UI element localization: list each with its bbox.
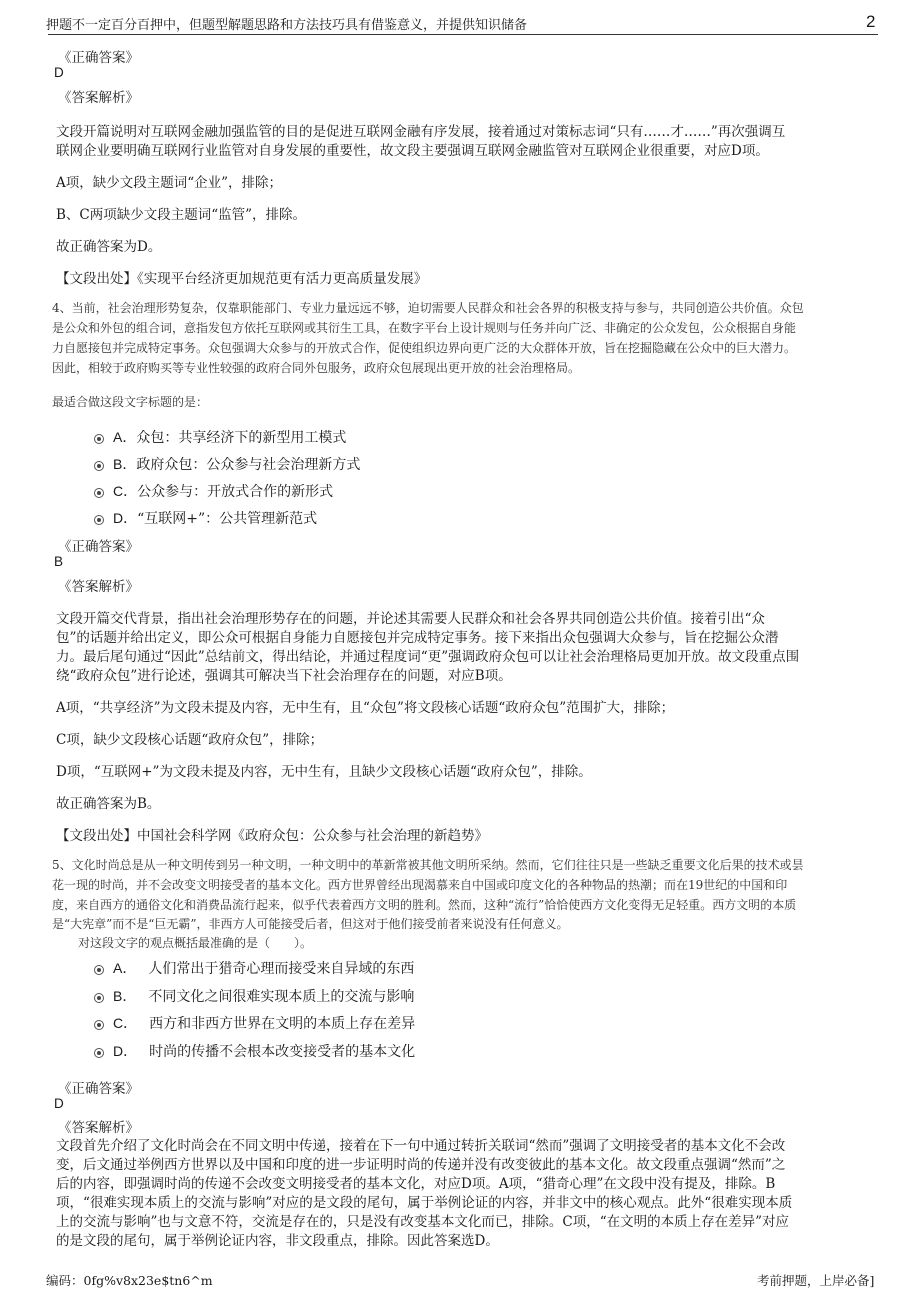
option-b[interactable] xyxy=(94,986,414,1006)
option-letter: C． xyxy=(113,1015,138,1031)
option-text: 政府众包：公众参与社会治理新方式 xyxy=(136,457,361,473)
option-d[interactable] xyxy=(94,508,317,528)
option-text: 公众参与：开放式合作的新形式 xyxy=(137,484,334,500)
option-a[interactable] xyxy=(94,958,414,978)
analysis-line: 力。最后尾句通过“因此”总结前文，得出结论，并通过程度词“更”强调政府众包可以让社会治理格局更加开放。故文段重点围 xyxy=(56,649,800,665)
question-stem-line: 力自愿接包并完成特定事务。众包强调大众参与的开放式合作，促使组织边界向更广泛的大众群体开放，旨在挖掘隐藏在公众中的巨大潜力。 xyxy=(52,341,797,355)
radio-icon[interactable] xyxy=(94,965,104,975)
radio-icon[interactable] xyxy=(94,993,104,1003)
option-letter: C． xyxy=(113,483,138,499)
option-letter: A． xyxy=(113,429,137,445)
question-stem-line: 是公众和外包的组合词，意指发包方依托互联网或其衍生工具，在数字平台上设计规则与任务并向广泛、非确定的公众发包，公众根据自身能 xyxy=(52,321,797,335)
question-stem-line: 度，来自西方的通俗文化和消费品流行起来，似乎代表着西方文明的胜利。然而，这种“流行”恰恰使西方文化变得无足轻重。西方文明的本质 xyxy=(52,898,797,912)
answer-label: 《正确答案》 xyxy=(58,1081,139,1097)
question-stem-line: 5、文化时尚总是从一种文明传到另一种文明，一种文明中的革新常被其他文明所采纳。然而，它们往往只是一些缺乏重要文化后果的技术或昙 xyxy=(52,858,804,872)
radio-icon[interactable] xyxy=(94,461,104,471)
analysis-line: 变，后文通过举例西方世界以及中国和印度的进一步证明时尚的传递并没有改变彼此的基本文化。故文段重点强调“然而”之 xyxy=(56,1157,786,1173)
footer-slogan: 考前押题，上岸必备] xyxy=(757,1273,875,1288)
option-text: 众包：共享经济下的新型用工模式 xyxy=(136,430,347,446)
answer-value: D xyxy=(54,65,64,80)
answer-value: B xyxy=(54,554,64,569)
page-header: 押题不一定百分百押中，但题型解题思路和方法技巧具有借鉴意义，并提供知识储备 xyxy=(46,18,528,33)
answer-label: 《正确答案》 xyxy=(58,539,139,555)
option-letter: D． xyxy=(113,1043,138,1059)
option-text: 西方和非西方世界在文明的本质上存在差异 xyxy=(149,1016,416,1032)
source-line: 【文段出处】中国社会科学网《政府众包：公众参与社会治理的新趋势》 xyxy=(56,828,488,844)
option-text: 不同文化之间很难实现本质上的交流与影响 xyxy=(148,989,415,1005)
question-stem-line: 因此，相较于政府购买等专业性较强的政府合同外包服务，政府众包展现出更开放的社会治理格局。 xyxy=(52,361,581,375)
analysis-line: 文段首先介绍了文化时尚会在不同文明中传递，接着在下一句中通过转折关联词“然而”强调了文明接受者的基本文化不会改 xyxy=(56,1138,786,1154)
source-line: 【文段出处】《实现平台经济更加规范更有活力更高质量发展》 xyxy=(56,271,428,287)
analysis-line: 绕“政府众包”进行论述，强调其可解决当下社会治理存在的问题，对应B项。 xyxy=(56,668,512,684)
option-letter: B． xyxy=(113,456,137,472)
option-letter: D． xyxy=(113,510,138,526)
footer-code: 编码：0fg%v8x23e$tn6^m xyxy=(46,1273,213,1288)
question-stem-line: 是“大宪章”而不是“巨无霸”，非西方人可能接受后者，但这对于他们接受前者来说没有任何意义。 xyxy=(52,917,569,931)
analysis-line: 后的内容，即强调时尚的传递不会改变文明接受者的基本文化，对应D项。A项，“猎奇心理”在文段中没有提及，排除。B xyxy=(56,1176,776,1192)
page-number: 2 xyxy=(866,12,876,31)
question-prompt: 最适合做这段文字标题的是： xyxy=(52,395,209,409)
option-d[interactable] xyxy=(94,1041,415,1061)
analysis-line: D项，“互联网+”为文段未提及内容，无中生有，且缺少文段核心话题“政府众包”，排除。 xyxy=(56,764,592,780)
option-letter: A． xyxy=(113,960,137,976)
analysis-line: 故正确答案为B。 xyxy=(56,796,161,812)
radio-icon[interactable] xyxy=(94,1048,104,1058)
analysis-line: A项，“共享经济”为文段未提及内容，无中生有，且“众包”将文段核心话题“政府众包”范围扩大，排除； xyxy=(56,700,675,716)
option-b[interactable] xyxy=(94,454,360,474)
analysis-label: 《答案解析》 xyxy=(58,1120,139,1136)
radio-icon[interactable] xyxy=(94,515,104,525)
analysis-label: 《答案解析》 xyxy=(58,579,139,595)
analysis-line: 包”的话题并给出定义，即公众可根据自身能力自愿接包并完成特定事务。接下来指出众包强调大众参与，旨在挖掘公众潜 xyxy=(56,630,779,646)
question-prompt: 对这段文字的观点概括最准确的是（ ）。 xyxy=(78,936,313,950)
option-text: 人们常出于猎奇心理而接受来自异域的东西 xyxy=(148,961,415,977)
header-divider xyxy=(48,34,878,35)
radio-icon[interactable] xyxy=(94,434,104,444)
analysis-line: 的是文段的尾句，属于举例论证内容，非文段重点，排除。因此答案选D。 xyxy=(56,1233,499,1249)
option-a[interactable] xyxy=(94,427,346,447)
radio-icon[interactable] xyxy=(94,488,104,498)
question-stem-line: 4、当前，社会治理形势复杂，仅靠职能部门、专业力量远远不够，迫切需要人民群众和社会各界的积极支持与参与，共同创造公共价值。众包 xyxy=(52,301,804,315)
answer-label: 《正确答案》 xyxy=(58,50,139,66)
question-stem-line: 花一现的时尚，并不会改变文明接受者的基本文化。西方世界曾经出现渴慕来自中国或印度文化的各种物品的热潮；而在19世纪的中国和印 xyxy=(52,878,788,892)
analysis-line: 上的交流与影响”也与文意不符，交流是存在的，只是没有改变基本文化而已，排除。C项，“在文明的本质上存在差异”对应 xyxy=(56,1214,790,1230)
option-c[interactable] xyxy=(94,1013,415,1033)
option-text: “互联网+”：公共管理新范式 xyxy=(137,511,318,527)
option-text: 时尚的传播不会根本改变接受者的基本文化 xyxy=(149,1044,416,1060)
option-c[interactable] xyxy=(94,481,333,501)
analysis-line: C项，缺少文段核心话题“政府众包”，排除； xyxy=(56,732,324,748)
analysis-line: 联网企业要明确互联网行业监管对自身发展的重要性，故文段主要强调互联网金融监管对互联网企业很重要，对应D项。 xyxy=(56,143,769,159)
analysis-line: B、C两项缺少文段主题词“监管”，排除。 xyxy=(56,207,307,223)
analysis-label: 《答案解析》 xyxy=(58,90,139,106)
option-letter: B． xyxy=(113,988,137,1004)
analysis-line: 故正确答案为D。 xyxy=(56,239,162,255)
answer-value: D xyxy=(54,1096,64,1111)
analysis-line: 项，“很难实现本质上的交流与影响”对应的是文段的尾句，属于举例论证的内容，并非文中的核心观点。此外“很难实现本质 xyxy=(56,1195,793,1211)
analysis-line: 文段开篇说明对互联网金融加强监管的目的是促进互联网金融有序发展，接着通过对策标志词“只有……才……”再次强调互 xyxy=(56,124,786,140)
analysis-line: A项，缺少文段主题词“企业”，排除； xyxy=(56,175,283,191)
radio-icon[interactable] xyxy=(94,1020,104,1030)
analysis-line: 文段开篇交代背景，指出社会治理形势存在的问题，并论述其需要人民群众和社会各界共同创造公共价值。接着引出“众 xyxy=(56,611,765,627)
